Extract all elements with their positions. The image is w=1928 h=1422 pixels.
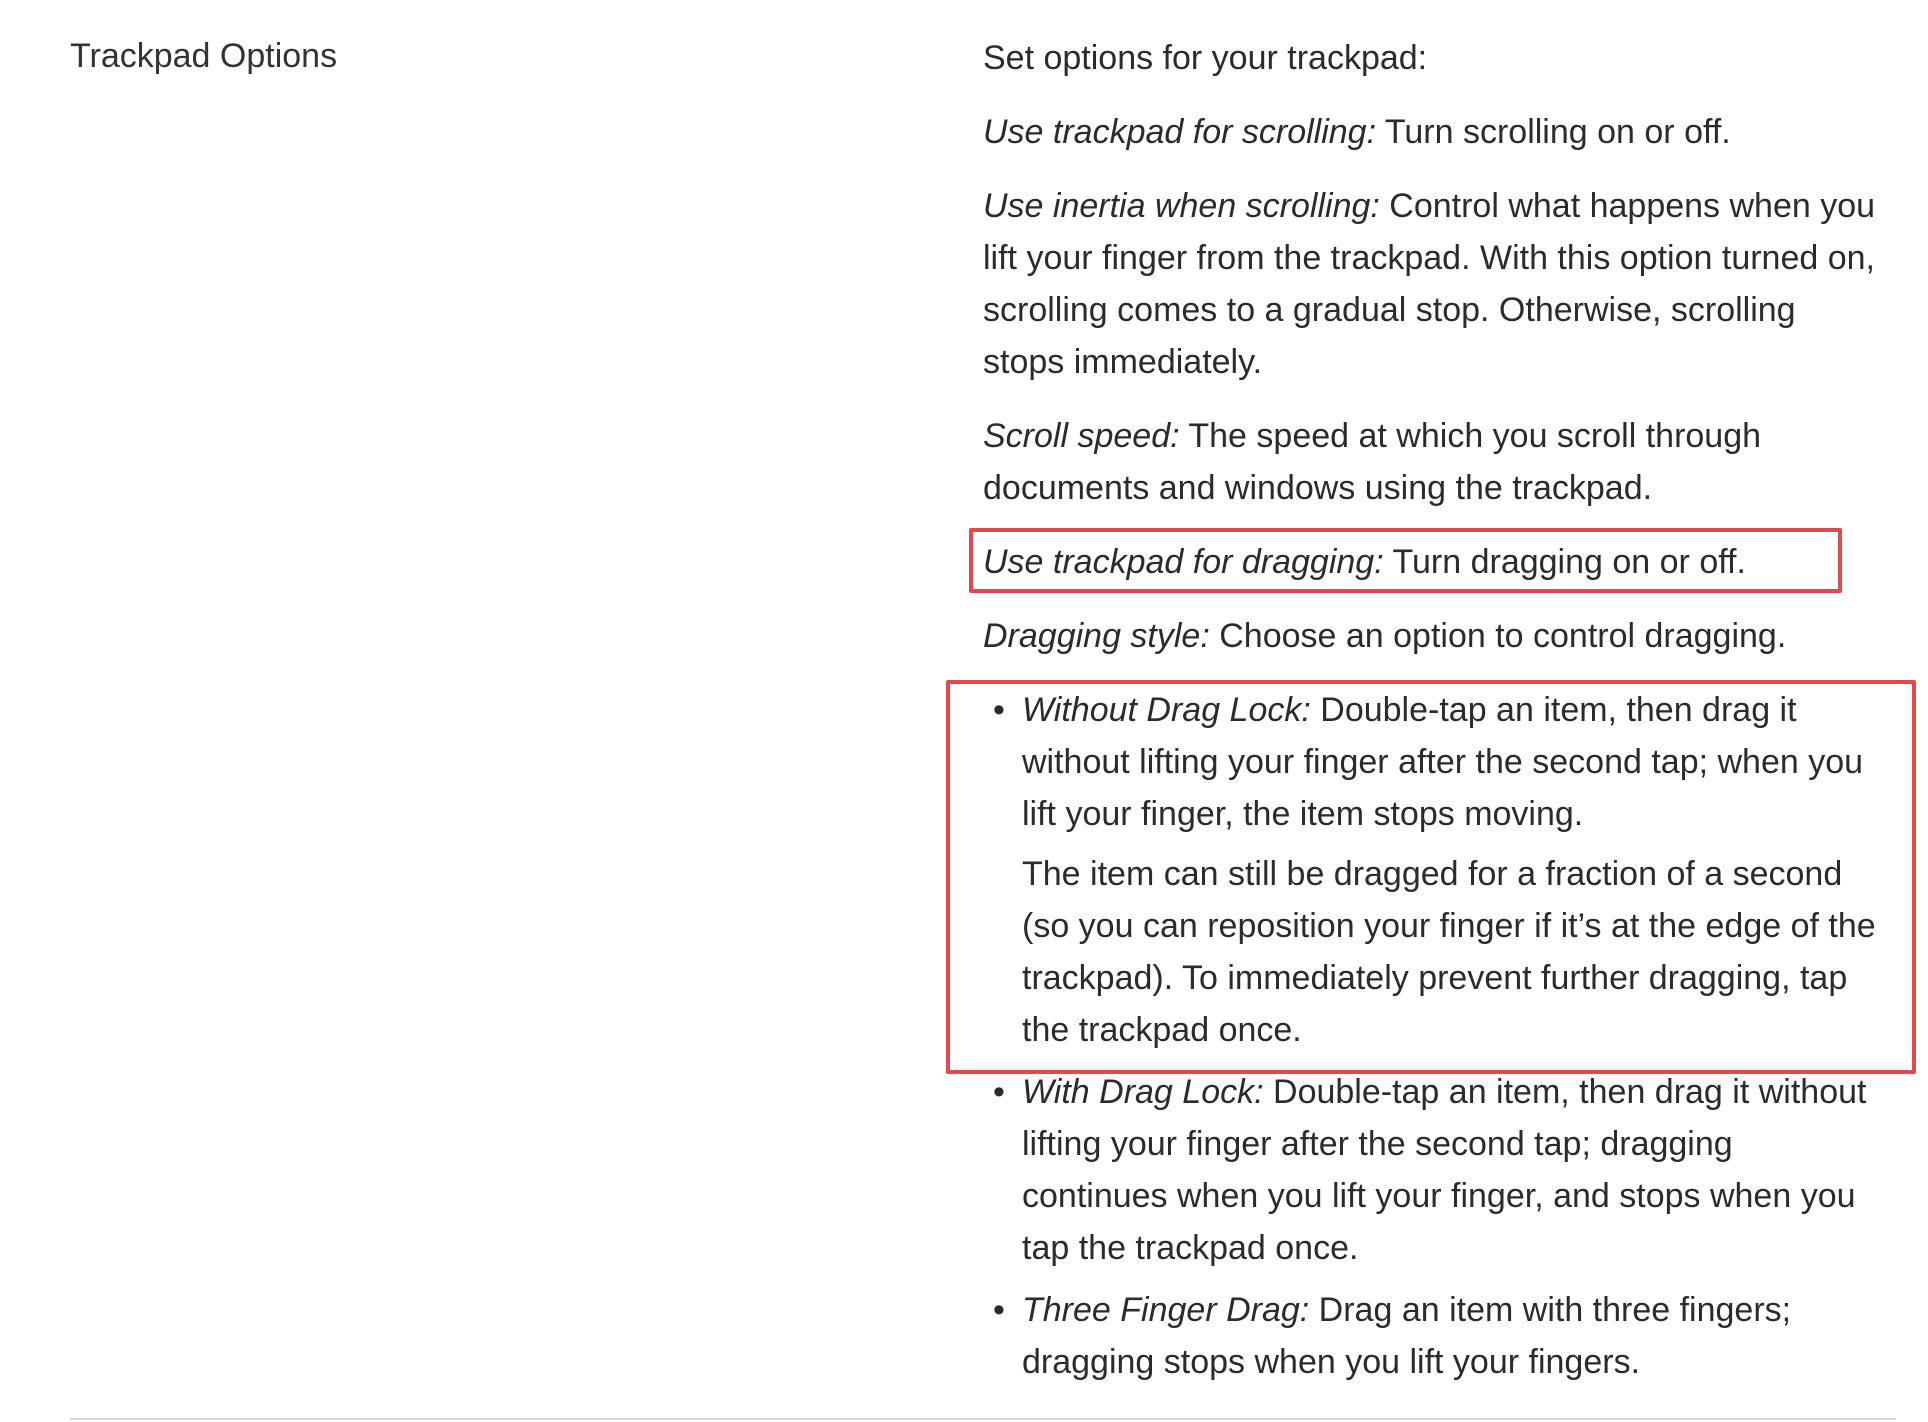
- option-desc: Turn scrolling on or off.: [1376, 113, 1731, 151]
- option-desc: Double-tap an item, then drag it without lifting your finger after the second tap; dragging continues when you lift your finger, and stops when you tap the trackpad once.: [1022, 1073, 1867, 1267]
- option-term: Dragging style:: [983, 617, 1210, 655]
- option-term: Use trackpad for dragging:: [983, 543, 1384, 581]
- option-desc: Double-tap an item, then drag it without lifting your finger after the second tap; when you lift your finger, the item stops moving.: [1022, 691, 1864, 833]
- dragging-style-list: [983, 684, 1883, 1388]
- bullet-icon: •: [993, 1291, 1005, 1329]
- option-term: Three Finger Drag:: [1022, 1291, 1310, 1329]
- bullet-icon: •: [993, 1073, 1005, 1111]
- option-term: Use trackpad for scrolling:: [983, 113, 1377, 151]
- bullet-icon: •: [993, 691, 1005, 729]
- section-divider: [70, 1418, 1896, 1420]
- option-extra: The item can still be dragged for a fraction of a second (so you can reposition your finger if it’s at the edge of the trackpad). To immediately prevent further dragging, tap the trackpad once.: [1022, 855, 1876, 1049]
- option-desc: Control what happens when you lift your finger from the trackpad. With this option turned on, scrolling comes to a gradual stop. Otherwise, scrolling stops immediately.: [983, 187, 1876, 381]
- list-item-without-drag-lock: [983, 684, 1883, 1056]
- intro-text: Set options for your trackpad:: [983, 39, 1428, 77]
- option-dragging-style: [983, 610, 1883, 662]
- list-item-three-finger-drag: [983, 1284, 1883, 1388]
- option-scrolling: [983, 106, 1883, 158]
- section-label: Trackpad Options: [70, 37, 338, 75]
- option-desc: Drag an item with three fingers; dragging stops when you lift your fingers.: [1022, 1291, 1792, 1381]
- option-desc: Turn dragging on or off.: [1383, 543, 1746, 581]
- option-term: With Drag Lock:: [1022, 1073, 1264, 1111]
- list-item-with-drag-lock: [983, 1066, 1883, 1274]
- options-content: [983, 32, 1883, 1398]
- option-term: Scroll speed:: [983, 417, 1180, 455]
- option-scroll-speed: [983, 410, 1883, 514]
- option-inertia: [983, 180, 1883, 388]
- option-term: Use inertia when scrolling:: [983, 187, 1380, 225]
- option-desc: The speed at which you scroll through documents and windows using the trackpad.: [983, 417, 1762, 507]
- option-term: Without Drag Lock:: [1022, 691, 1311, 729]
- option-desc: Choose an option to control dragging.: [1209, 617, 1787, 655]
- option-dragging: [983, 536, 1883, 588]
